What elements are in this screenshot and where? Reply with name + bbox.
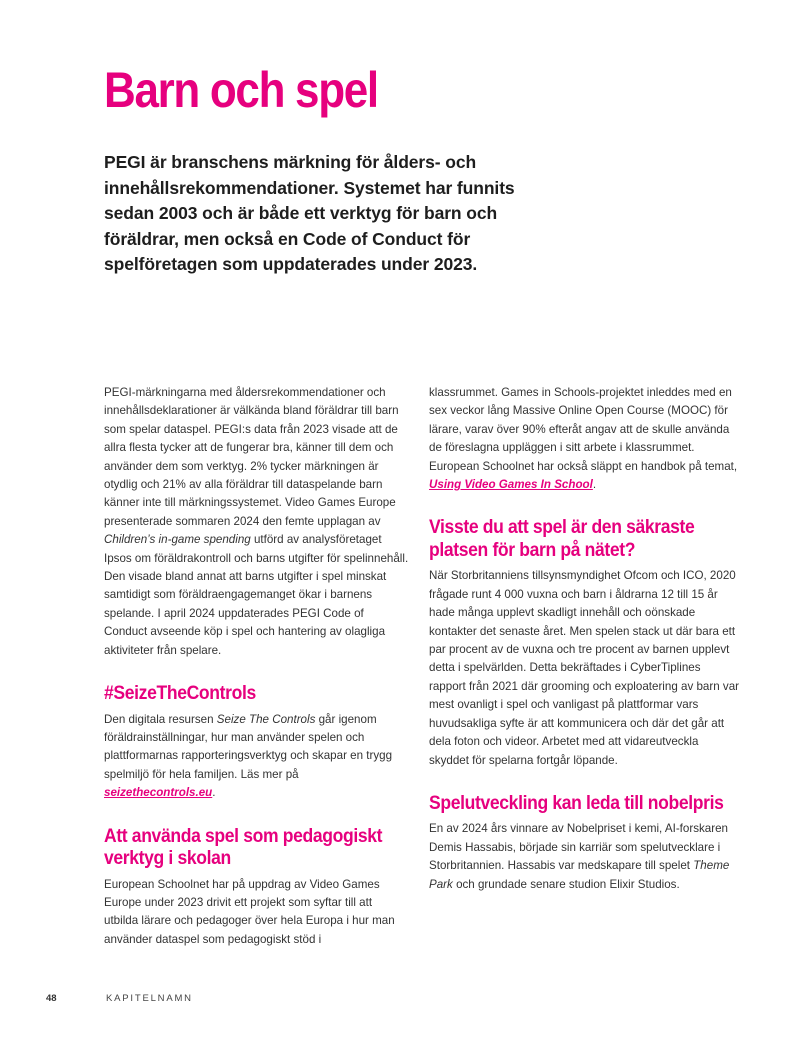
continued-paragraph xyxy=(429,384,739,494)
seizethecontrols-link[interactable]: seizethecontrols.eu xyxy=(104,786,213,800)
page-title: Barn och spel xyxy=(104,62,378,118)
intro-paragraph xyxy=(104,384,409,660)
seize-text-end: . xyxy=(212,786,216,800)
continued-text: klassrummet. Games in Schools-projektet inleddes med en sex veckor lång Massive Online Open Course (MOOC) för lärare, varav över 90% efteråt angav att de skulle använda de föreslagna uppläggen i sitt arbete i klassrummet. European Schoolnet har också släppt en handbok på temat, xyxy=(429,386,738,473)
pedagogy-paragraph: European Schoolnet har på uppdrag av Video Games Europe under 2023 drivit ett projekt som syftar till att utbilda lärare och pedagoger över hela Europa i hur man använder dataspel som pedagogiskt stöd i xyxy=(104,877,395,946)
heading-safest-place: Visste du att spel är den säkraste platsen för barn på nätet? xyxy=(429,516,695,561)
continued-text-end: . xyxy=(592,478,597,492)
seize-text: Den digitala resursen xyxy=(104,712,217,726)
safest-paragraph: När Storbritanniens tillsynsmyndighet Ofcom och ICO, 2020 frågade runt 4 000 vuxna och barn i åldrarna 12 till 15 år hade många upplevt skadligt innehåll och oönskade kontakter det senaste året. Men spelen stack ut där bara ett par procent av de vuxna och tre procent av barnen upplevt detta i spelvärlden. Detta bekräftades i CyberTiplines rapport från 2021 där grooming och exploatering av barn var mest ovanligt i spel och vanligast på plattformar vars huvudsakliga syfte är att kommunicera och där det går att dela foton och videor. Arbetet med att vidareutveckla skyddet för spelarna fortgår löpande. xyxy=(429,569,739,767)
report-title: Children’s in-game spending xyxy=(104,533,251,547)
seize-resource-title: Seize The Controls xyxy=(216,712,316,726)
nobel-text: En av 2024 års vinnare av Nobelpriset i kemi, AI-forskaren Demis Hassabis, började sin karriär som spelutvecklare i Storbritannien. Hassabis var medskapare till spelet xyxy=(429,822,729,873)
seize-text-cont: går igenom föräldrainställningar, hur man använder spelen och plattformarnas rapporteringsverktyg och skapar en trygg spelmiljö för hela familjen. Läs mer på xyxy=(104,712,393,781)
right-column xyxy=(429,384,739,894)
chapter-name: KAPITELNAMN xyxy=(106,993,193,1004)
intro-text-cont: utförd av analysföretaget Ipsos om föräldrakontroll och barns utgifter för spelinnehåll. Den visade bland annat att barns utgifter i spel minskat samtidigt som föräldraengagemanget ökar i barnens spelande. I april 2024 uppdaterades PEGI Code of Conduct avseende köp i spel och hantering av olagliga aktiviteter från spelare. xyxy=(104,533,409,657)
heading-nobel: Spelutveckling kan leda till nobelpris xyxy=(429,791,724,814)
lead-paragraph: PEGI är branschens märkning för ålders- och innehållsrekommendationer. Systemet har funnits sedan 2003 och är både ett verktyg för barn och föräldrar, men också en Code of Conduct för spelföretagen som uppdaterades under 2023. xyxy=(104,152,515,274)
game-title: Theme Park xyxy=(429,859,730,891)
seize-paragraph xyxy=(104,711,409,803)
using-video-games-link[interactable]: Using Video Games In School xyxy=(429,478,593,492)
heading-pedagogy: Att använda spel som pedagogiskt verktyg i skolan xyxy=(104,824,383,870)
intro-text: PEGI-märkningarna med åldersrekommendationer och innehållsdeklarationer är välkända bland föräldrar till barn som spelar dataspel. PEGI:s data från 2023 visade att de allra flesta tycker att de fungerar bra, känner till dem och använder dem som verktyg. 2% tycker märkningen är otydlig och 21% av alla föräldrar till dataspelande barn känner inte till märkningssystemet. Video Games Europe presenterade sommaren 2024 den femte upplagan av xyxy=(104,386,399,528)
page-number: 48 xyxy=(46,993,57,1004)
nobel-text-cont: och grundade senare studion Elixir Studios. xyxy=(452,877,680,891)
nobel-paragraph xyxy=(429,820,739,894)
left-column xyxy=(104,384,409,949)
heading-seize-the-controls: #SeizeTheControls xyxy=(104,682,256,705)
